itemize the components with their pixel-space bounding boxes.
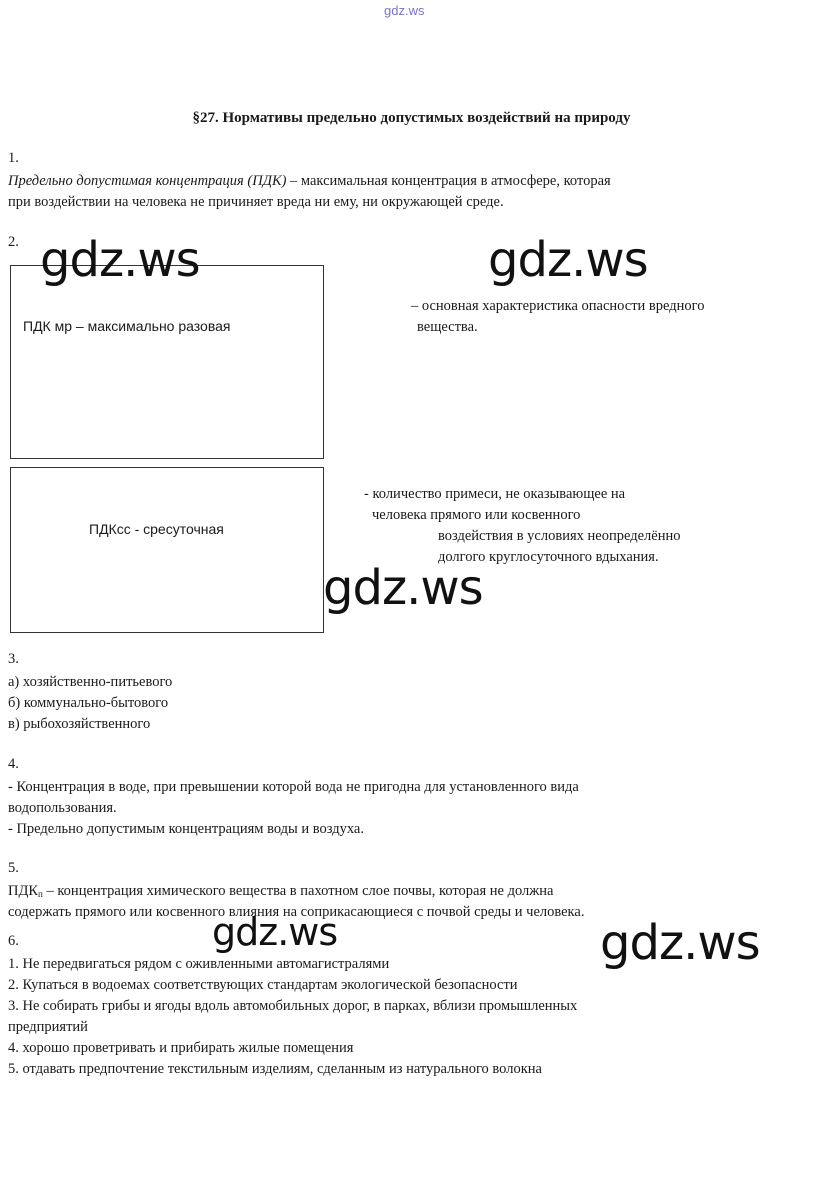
question-4-line-3: - Предельно допустимым концентрациям воды и воздуха. — [8, 821, 364, 837]
pdk-mr-box — [10, 265, 324, 459]
question-4-number: 4. — [8, 756, 19, 772]
question-3-item: б) коммунально-бытового — [8, 695, 169, 711]
question-4-line-2: водопользования. — [8, 800, 117, 816]
pdk-ss-label: ПДКсс - сресуточная — [89, 521, 224, 537]
question-6-item: 5. отдавать предпочтение текстильным изделиям, сделанным из натурального волокна — [8, 1061, 542, 1077]
question-5-number: 5. — [8, 860, 19, 876]
question-6-item: 2. Купаться в водоемах соответствующих стандартам экологической безопасности — [8, 977, 518, 993]
question-1-line-2: при воздействии на человека не причиняет вреда ни ему, ни окружающей среде. — [8, 194, 504, 210]
watermark: gdz.ws — [600, 915, 760, 971]
pdk-ss-box — [10, 467, 324, 633]
question-3-item: в) рыбохозяйственного — [8, 716, 151, 732]
question-3-item: а) хозяйственно-питьевого — [8, 674, 173, 690]
question-6-number: 6. — [8, 933, 19, 949]
pdk-ss-description-3: воздействия в условиях неопределённо — [438, 528, 681, 544]
watermark: gdz.ws — [212, 910, 338, 954]
question-6-item: 3. Не собирать грибы и ягоды вдоль автомобильных дорог, в парках, вблизи промышленных — [8, 998, 578, 1014]
question-1-line-1 — [8, 171, 611, 191]
pdk-ss-description-2: человека прямого или косвенного — [372, 507, 581, 523]
question-6-item: 1. Не передвигаться рядом с оживленными автомагистралями — [8, 956, 390, 972]
question-6-item: предприятий — [8, 1019, 88, 1035]
question-2-number: 2. — [8, 234, 19, 250]
question-1-term: Предельно допустимая концентрация (ПДК) — [8, 173, 287, 189]
site-link[interactable]: gdz.ws — [384, 3, 425, 18]
watermark: gdz.ws — [488, 232, 648, 288]
page-title: §27. Нормативы предельно допустимых воздействий на природу — [192, 110, 631, 126]
question-5-line-1 — [8, 881, 553, 904]
question-1-number: 1. — [8, 150, 19, 166]
question-5-line-2: содержать прямого или косвенного влияния на соприкасающиеся с почвой среды и человека. — [8, 904, 585, 920]
pdk-mr-description-2: вещества. — [417, 319, 478, 335]
watermark: gdz.ws — [323, 560, 483, 616]
question-5-definition: – концентрация химического вещества в пахотном слое почвы, которая не должна — [42, 883, 554, 899]
question-4-line-1: - Концентрация в воде, при превышении которой вода не пригодна для установленного вида — [8, 779, 579, 795]
pdk-ss-description-4: долгого круглосуточного вдыхания. — [438, 549, 659, 565]
question-5-term: ПДК — [8, 883, 39, 899]
pdk-ss-description-1: - количество примеси, не оказывающее на — [364, 486, 626, 502]
watermark: gdz.ws — [40, 232, 200, 288]
question-5-term-subscript: п — [38, 889, 43, 899]
pdk-mr-label: ПДК мр – максимально разовая — [23, 318, 231, 334]
question-6-item: 4. хорошо проветривать и прибирать жилые помещения — [8, 1040, 354, 1056]
question-1-definition: – максимальная концентрация в атмосфере, которая — [286, 173, 611, 189]
question-3-number: 3. — [8, 651, 19, 667]
pdk-mr-description-1: – основная характеристика опасности вредного — [411, 298, 705, 314]
